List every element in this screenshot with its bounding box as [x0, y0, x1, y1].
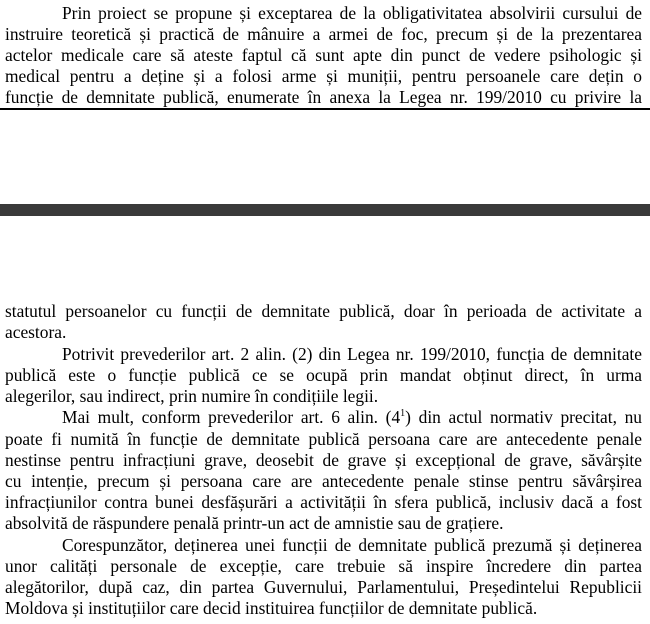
text-line: statutul persoanelor cu funcții de demnitate publică, doar în perioada de activitate a — [5, 301, 642, 321]
text-line: acestora. — [5, 322, 67, 342]
text-line: Corespunzător, deținerea unei funcții de demnitate publică prezumă și deținerea — [62, 535, 642, 555]
text-line: poate fi numită în funcție de demnitate publică persoana care are antecedente penale — [5, 429, 642, 449]
text-line: alegerilor, sau indirect, prin numire în condițiile legii. — [5, 386, 379, 406]
page-top-fragment — [0, 0, 650, 110]
text-line: medical pentru a deține și a folosi arme și muniții, pentru persoanele care dețin o — [5, 66, 642, 86]
text-line — [0, 406, 642, 428]
superscript: 1 — [400, 408, 406, 420]
page-bottom-fragment — [0, 300, 650, 624]
text-line: funcție de demnitate publică, enumerate în anexa la Legea nr. 199/2010 cu privire la — [5, 87, 642, 107]
text-line: Moldova și instituțiilor care decid instituirea funcțiilor de demnitate publică. — [5, 598, 538, 618]
text-segment: Mai mult, conform prevederilor art. 6 alin. (4 — [62, 407, 401, 427]
text-line: alegătorilor, după caz, din partea Guvernului, Parlamentului, Președintelui Republicii — [5, 577, 642, 597]
text-line: Prin proiect se propune și exceptarea de la obligativitatea absolvirii cursului de — [62, 3, 642, 23]
text-line: publică este o funcție publică ce se ocupă prin mandat obținut direct, în urma — [5, 365, 642, 385]
text-line: absolvită de răspundere penală printr-un act de amnistie sau de grațiere. — [5, 513, 504, 533]
text-line: unor calități personale de excepție, care trebuie să inspire încredere din partea — [5, 556, 642, 576]
text-segment: ) din actul normativ precitat, nu — [405, 407, 642, 427]
text-line: nestinse pentru infracțiuni grave, deosebit de grave și excepțional de grave, săvârșite — [5, 450, 642, 470]
text-line: actelor medicale care să ateste faptul că sunt apte din punct de vedere psihologic și — [5, 45, 642, 65]
text-line: cu intenție, precum și persoana care are antecedente penale stinse pentru săvârșirea — [5, 471, 642, 491]
text-line: Potrivit prevederilor art. 2 alin. (2) din Legea nr. 199/2010, funcția de demnitate — [62, 344, 642, 364]
text-line: infracțiunilor contra bunei desfășurări a activității în sfera publică, inclusiv dacă a fost — [5, 492, 642, 512]
text-line: instruire teoretică și practică de mânuire a armei de foc, precum și de la prezentarea — [5, 24, 642, 44]
page-separator — [0, 204, 650, 216]
